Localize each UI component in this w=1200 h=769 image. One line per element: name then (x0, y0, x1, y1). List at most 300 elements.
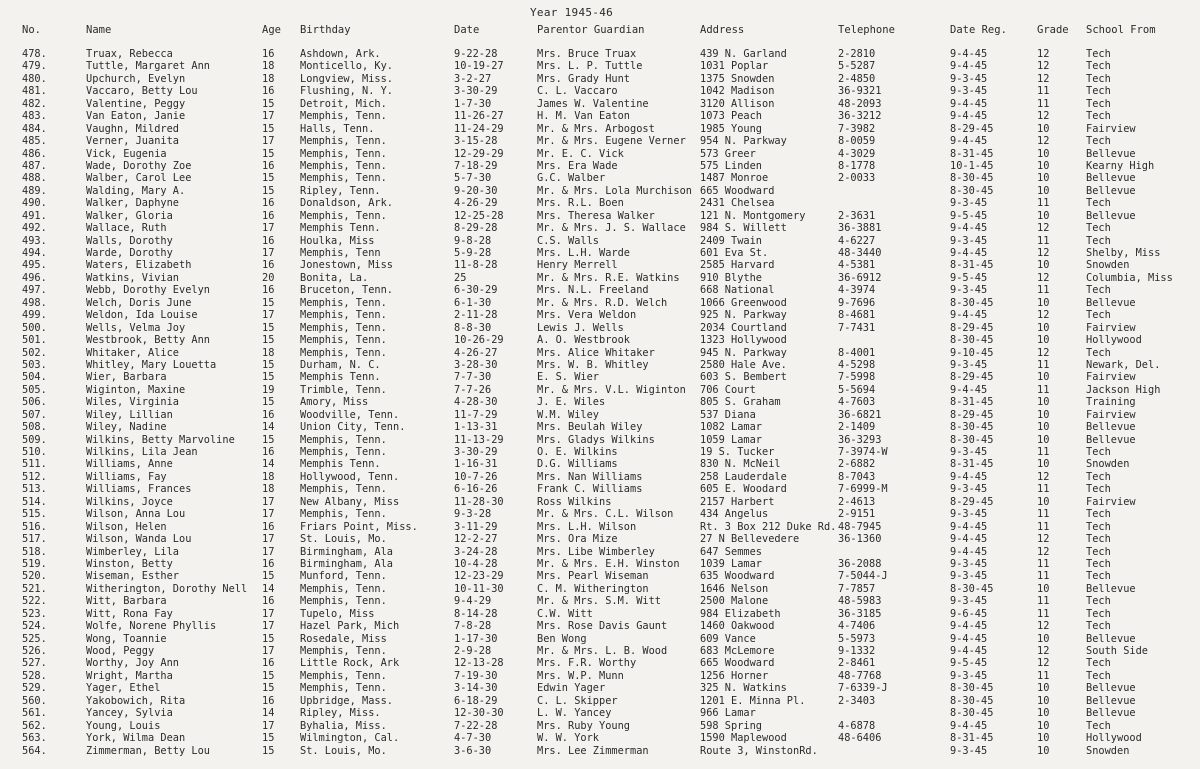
column-headers (0, 24, 1200, 38)
cell-school: Tech (1086, 533, 1111, 546)
cell-grade: 10 (1037, 147, 1050, 160)
cell-date: 8-14-28 (454, 607, 498, 620)
cell-age: 15 (262, 682, 275, 695)
cell-address: 3120 Allison (700, 97, 775, 110)
table-row (0, 620, 1200, 632)
cell-date-reg: 9-4-45 (950, 247, 988, 259)
cell-no: 523. (22, 607, 47, 620)
cell-parent: Mr. & Mrs. C.L. Wilson (537, 508, 674, 521)
cell-school: Tech (1086, 48, 1111, 60)
table-row (0, 284, 1200, 296)
table-row (0, 210, 1200, 222)
header-parent: Parentor Guardian (537, 24, 645, 36)
cell-telephone: 2-8461 (838, 657, 876, 670)
cell-parent: Henry Merrell (537, 259, 618, 272)
cell-grade: 12 (1037, 545, 1050, 558)
cell-date-reg: 8-30-45 (950, 694, 994, 707)
cell-address: 1323 Hollywood (700, 334, 787, 347)
cell-date: 1-17-30 (454, 632, 498, 645)
cell-name: Wiley, Nadine (86, 421, 167, 434)
cell-parent: Mrs. L. P. Tuttle (537, 60, 643, 73)
cell-school: Bellevue (1086, 694, 1136, 707)
cell-date: 7-18-29 (454, 159, 498, 172)
cell-date: 8-29-28 (454, 222, 498, 235)
cell-date: 6-18-29 (454, 694, 498, 707)
cell-name: Williams, Anne (86, 458, 173, 471)
cell-grade: 12 (1037, 470, 1050, 483)
cell-address: 1590 Maplewood (700, 732, 787, 745)
cell-telephone: 36-3212 (838, 110, 882, 123)
cell-date: 3-11-29 (454, 520, 498, 533)
cell-date: 3-28-30 (454, 358, 498, 371)
cell-school: Tech (1086, 557, 1111, 570)
table-row (0, 421, 1200, 433)
cell-grade: 10 (1037, 184, 1050, 197)
cell-grade: 10 (1037, 159, 1050, 172)
cell-date: 12-25-28 (454, 209, 504, 222)
cell-parent: D.G. Williams (537, 458, 618, 471)
table-row (0, 160, 1200, 172)
cell-parent: Mrs. Era Wade (537, 159, 618, 172)
cell-date-reg: 9-4-45 (950, 135, 988, 148)
table-row (0, 135, 1200, 147)
cell-telephone: 36-1360 (838, 533, 882, 546)
table-row (0, 496, 1200, 508)
cell-date-reg: 8-30-45 (950, 184, 994, 197)
cell-parent: Mr. & Mrs. Arbogost (537, 122, 655, 135)
cell-age: 17 (262, 545, 275, 558)
cell-date: 5-7-30 (454, 172, 492, 185)
cell-address: 2585 Harvard (700, 259, 775, 272)
cell-address: 121 N. Montgomery (700, 209, 806, 222)
header-school: School From (1086, 24, 1156, 36)
cell-date: 1-13-31 (454, 421, 498, 434)
cell-name: Wilson, Wanda Lou (86, 533, 192, 546)
cell-date: 2-11-28 (454, 309, 498, 322)
cell-parent: Mr. & Mrs. V.L. Wiginton (537, 383, 686, 396)
cell-grade: 11 (1037, 358, 1050, 371)
cell-telephone: 5-5694 (838, 383, 876, 396)
cell-age: 18 (262, 470, 275, 483)
registry-table (0, 48, 1200, 757)
cell-address: 2500 Malone (700, 595, 769, 608)
cell-address: 1460 Oakwood (700, 620, 775, 633)
cell-name: Zimmerman, Betty Lou (86, 744, 210, 757)
cell-no: 516. (22, 520, 47, 533)
cell-age: 16 (262, 284, 275, 297)
table-row (0, 259, 1200, 271)
cell-grade: 11 (1037, 508, 1050, 521)
cell-date-reg: 8-30-45 (950, 334, 994, 347)
cell-telephone: 7-3974-W (838, 446, 888, 458)
cell-telephone: 36-6821 (838, 408, 882, 421)
cell-parent: Mr. & Mrs. J. S. Wallace (537, 222, 686, 235)
cell-no: 564. (22, 744, 47, 757)
cell-date-reg: 8-30-45 (950, 433, 994, 446)
cell-address: 1073 Peach (700, 110, 762, 123)
cell-telephone: 5-5973 (838, 632, 876, 645)
cell-telephone: 2-2810 (838, 48, 876, 60)
cell-address: 605 E. Woodard (700, 483, 787, 496)
cell-birthday: Memphis, Tenn (300, 247, 381, 259)
cell-no: 503. (22, 358, 47, 371)
header-address: Address (700, 24, 745, 36)
cell-parent: Mrs. Ora Mize (537, 533, 618, 546)
cell-date-reg: 9-4-45 (950, 645, 988, 657)
cell-no: 522. (22, 595, 47, 608)
cell-telephone: 7-5998 (838, 371, 876, 384)
cell-parent: Mr. & Mrs. S.M. Witt (537, 595, 661, 608)
cell-name: Vaccaro, Betty Lou (86, 85, 198, 98)
cell-grade: 10 (1037, 744, 1050, 757)
cell-date-reg: 8-30-45 (950, 707, 994, 720)
cell-birthday: Memphis, Tenn. (300, 209, 387, 222)
cell-parent: A. O. Westbrook (537, 334, 630, 347)
cell-date-reg: 9-3-45 (950, 483, 988, 496)
cell-birthday: Memphis, Tenn. (300, 446, 387, 458)
cell-name: Wilkins, Joyce (86, 495, 173, 508)
cell-birthday: Donaldson, Ark. (300, 197, 393, 210)
cell-date-reg: 9-3-45 (950, 669, 988, 682)
cell-parent: Mrs. R.L. Boen (537, 197, 624, 210)
cell-date: 3-14-30 (454, 682, 498, 695)
cell-date: 10-7-26 (454, 470, 498, 483)
cell-no: 563. (22, 732, 47, 745)
cell-parent: G.C. Walber (537, 172, 606, 185)
cell-address: 665 Woodward (700, 657, 775, 670)
cell-name: Yakobowich, Rita (86, 694, 186, 707)
cell-school: Snowden (1086, 458, 1130, 471)
cell-parent: W. W. York (537, 732, 599, 745)
cell-school: Tech (1086, 446, 1111, 458)
cell-no: 519. (22, 557, 47, 570)
cell-age: 17 (262, 719, 275, 732)
cell-parent: Mr. E. C. Vick (537, 147, 624, 160)
cell-address: 439 N. Garland (700, 48, 787, 60)
table-row (0, 235, 1200, 247)
cell-no: 500. (22, 321, 47, 334)
cell-age: 15 (262, 632, 275, 645)
cell-telephone: 7-7431 (838, 321, 876, 334)
cell-parent: H. M. Van Eaton (537, 110, 630, 123)
cell-birthday: Memphis, Tenn. (300, 595, 387, 608)
cell-date-reg: 8-29-45 (950, 321, 994, 334)
cell-no: 496. (22, 271, 47, 284)
cell-age: 16 (262, 694, 275, 707)
cell-parent: Mrs. Rose Davis Gaunt (537, 620, 668, 633)
cell-date-reg: 9-4-45 (950, 620, 988, 633)
cell-no: 489. (22, 184, 47, 197)
table-row (0, 110, 1200, 122)
cell-no: 487. (22, 159, 47, 172)
cell-date-reg: 9-4-45 (950, 383, 988, 396)
cell-birthday: Memphis, Tenn. (300, 296, 387, 309)
cell-no: 518. (22, 545, 47, 558)
cell-parent: L. W. Yancey (537, 707, 612, 720)
cell-date-reg: 8-31-45 (950, 147, 994, 160)
cell-birthday: Memphis, Tenn. (300, 346, 387, 359)
cell-birthday: Wilmington, Cal. (300, 732, 400, 745)
cell-parent: Mr. & Mrs. R.E. Watkins (537, 271, 680, 284)
cell-date-reg: 9-3-45 (950, 85, 988, 98)
cell-age: 16 (262, 557, 275, 570)
cell-name: Wilson, Helen (86, 520, 167, 533)
cell-name: Wilson, Anna Lou (86, 508, 186, 521)
cell-name: Williams, Frances (86, 483, 192, 496)
cell-birthday: Friars Point, Miss. (300, 520, 418, 533)
table-row (0, 197, 1200, 209)
cell-address: 984 Elizabeth (700, 607, 781, 620)
cell-age: 15 (262, 334, 275, 347)
cell-date-reg: 9-4-45 (950, 533, 988, 546)
cell-school: Bellevue (1086, 707, 1136, 720)
cell-telephone: 36-9321 (838, 85, 882, 98)
cell-parent: Edwin Yager (537, 682, 606, 695)
cell-age: 16 (262, 657, 275, 670)
cell-date: 7-22-28 (454, 719, 498, 732)
cell-telephone: 36-3881 (838, 222, 882, 235)
cell-school: Tech (1086, 110, 1111, 123)
cell-no: 507. (22, 408, 47, 421)
table-row (0, 185, 1200, 197)
cell-name: Webb, Dorothy Evelyn (86, 284, 210, 297)
cell-school: Tech (1086, 719, 1111, 732)
cell-grade: 11 (1037, 284, 1050, 297)
cell-date: 1-16-31 (454, 458, 498, 471)
cell-date-reg: 9-4-45 (950, 719, 988, 732)
cell-school: Bellevue (1086, 433, 1136, 446)
cell-no: 514. (22, 495, 47, 508)
cell-grade: 10 (1037, 396, 1050, 409)
cell-date-reg: 8-29-45 (950, 495, 994, 508)
cell-no: 488. (22, 172, 47, 185)
cell-parent: Ross Wilkins (537, 495, 612, 508)
cell-grade: 12 (1037, 110, 1050, 123)
table-row (0, 322, 1200, 334)
cell-name: Wiginton, Maxine (86, 383, 186, 396)
cell-grade: 10 (1037, 582, 1050, 595)
cell-no: 486. (22, 147, 47, 160)
cell-date-reg: 8-29-45 (950, 371, 994, 384)
cell-name: Wier, Barbara (86, 371, 167, 384)
cell-grade: 10 (1037, 433, 1050, 446)
cell-no: 482. (22, 97, 47, 110)
cell-date-reg: 9-4-45 (950, 222, 988, 235)
cell-date: 3-30-29 (454, 85, 498, 98)
cell-date: 9-8-28 (454, 234, 492, 247)
cell-name: Witt, Rona Fay (86, 607, 173, 620)
cell-school: Bellevue (1086, 296, 1136, 309)
cell-grade: 11 (1037, 234, 1050, 247)
cell-grade: 11 (1037, 483, 1050, 496)
cell-address: 1066 Greenwood (700, 296, 787, 309)
cell-age: 15 (262, 669, 275, 682)
cell-telephone: 8-0059 (838, 135, 876, 148)
cell-address: 805 S. Graham (700, 396, 781, 409)
cell-name: Westbrook, Betty Ann (86, 334, 210, 347)
cell-name: Truax, Rebecca (86, 48, 173, 60)
cell-parent: Mrs. Pearl Wiseman (537, 570, 649, 583)
cell-age: 14 (262, 582, 275, 595)
cell-grade: 12 (1037, 135, 1050, 148)
cell-address: 954 N. Parkway (700, 135, 787, 148)
cell-birthday: Bonita, La. (300, 271, 369, 284)
cell-telephone: 4-7603 (838, 396, 876, 409)
cell-no: 490. (22, 197, 47, 210)
cell-age: 17 (262, 508, 275, 521)
cell-name: Valentine, Peggy (86, 97, 186, 110)
cell-name: York, Wilma Dean (86, 732, 186, 745)
cell-grade: 12 (1037, 346, 1050, 359)
cell-age: 17 (262, 645, 275, 657)
cell-date: 11-7-29 (454, 408, 498, 421)
cell-birthday: Amory, Miss (300, 396, 369, 409)
cell-grade: 12 (1037, 309, 1050, 322)
cell-school: Bellevue (1086, 184, 1136, 197)
cell-no: 497. (22, 284, 47, 297)
cell-date-reg: 9-3-45 (950, 508, 988, 521)
cell-address: 573 Greer (700, 147, 756, 160)
cell-school: Bellevue (1086, 172, 1136, 185)
cell-parent: O. E. Wilkins (537, 446, 618, 458)
cell-name: Wood, Peggy (86, 645, 155, 657)
cell-grade: 12 (1037, 533, 1050, 546)
cell-date: 11-13-29 (454, 433, 504, 446)
cell-school: Fairview (1086, 495, 1136, 508)
cell-no: 528. (22, 669, 47, 682)
cell-school: Tech (1086, 607, 1111, 620)
cell-no: 511. (22, 458, 47, 471)
cell-grade: 10 (1037, 732, 1050, 745)
table-row (0, 334, 1200, 346)
cell-date: 10-26-29 (454, 334, 504, 347)
cell-telephone: 7-3982 (838, 122, 876, 135)
cell-age: 14 (262, 707, 275, 720)
cell-name: Wiley, Lillian (86, 408, 173, 421)
cell-age: 15 (262, 147, 275, 160)
cell-school: Columbia, Miss (1086, 271, 1173, 284)
cell-grade: 12 (1037, 620, 1050, 633)
cell-no: 521. (22, 582, 47, 595)
cell-name: Weldon, Ida Louise (86, 309, 198, 322)
cell-address: 575 Linden (700, 159, 762, 172)
cell-school: Fairview (1086, 122, 1136, 135)
cell-address: 1985 Young (700, 122, 762, 135)
cell-age: 15 (262, 358, 275, 371)
cell-age: 17 (262, 247, 275, 259)
cell-age: 15 (262, 433, 275, 446)
cell-birthday: Little Rock, Ark (300, 657, 400, 670)
cell-date-reg: 10-1-45 (950, 159, 994, 172)
cell-no: 502. (22, 346, 47, 359)
cell-address: 27 N Bellevedere (700, 533, 800, 546)
cell-no: 481. (22, 85, 47, 98)
cell-name: Waters, Elizabeth (86, 259, 192, 272)
cell-parent: Mr. & Mrs. Eugene Verner (537, 135, 686, 148)
cell-school: Fairview (1086, 408, 1136, 421)
cell-school: Fairview (1086, 371, 1136, 384)
cell-date-reg: 8-31-45 (950, 259, 994, 272)
table-row (0, 682, 1200, 694)
cell-school: Tech (1086, 284, 1111, 297)
cell-date: 6-30-29 (454, 284, 498, 297)
cell-age: 16 (262, 520, 275, 533)
cell-name: Walding, Mary A. (86, 184, 186, 197)
cell-age: 15 (262, 296, 275, 309)
cell-grade: 11 (1037, 595, 1050, 608)
cell-no: 529. (22, 682, 47, 695)
cell-name: Worthy, Joy Ann (86, 657, 179, 670)
cell-birthday: Memphis Tenn. (300, 222, 381, 235)
cell-name: Wiseman, Esther (86, 570, 179, 583)
cell-name: Walls, Dorothy (86, 234, 173, 247)
cell-grade: 12 (1037, 247, 1050, 259)
cell-date-reg: 9-4-45 (950, 520, 988, 533)
cell-date-reg: 8-31-45 (950, 396, 994, 409)
table-row (0, 73, 1200, 85)
cell-address: 945 N. Parkway (700, 346, 787, 359)
cell-telephone: 7-5044-J (838, 570, 888, 583)
cell-address: 1039 Lamar (700, 557, 762, 570)
table-row (0, 384, 1200, 396)
cell-no: 480. (22, 72, 47, 85)
cell-birthday: Longview, Miss. (300, 72, 393, 85)
cell-birthday: Memphis, Tenn. (300, 172, 387, 185)
cell-date-reg: 9-3-45 (950, 570, 988, 583)
cell-date: 12-23-29 (454, 570, 504, 583)
cell-date: 4-7-30 (454, 732, 492, 745)
cell-address: 1646 Nelson (700, 582, 769, 595)
cell-age: 17 (262, 620, 275, 633)
cell-telephone: 4-7406 (838, 620, 876, 633)
cell-no: 561. (22, 707, 47, 720)
cell-date-reg: 9-3-45 (950, 358, 988, 371)
cell-grade: 11 (1037, 557, 1050, 570)
cell-date: 10-4-28 (454, 557, 498, 570)
cell-school: Tech (1086, 346, 1111, 359)
cell-parent: Mrs. Nan Williams (537, 470, 643, 483)
cell-no: 499. (22, 309, 47, 322)
cell-telephone: 2-3403 (838, 694, 876, 707)
table-row (0, 745, 1200, 757)
cell-age: 20 (262, 271, 275, 284)
cell-telephone: 48-7768 (838, 669, 882, 682)
cell-address: 647 Semmes (700, 545, 762, 558)
year-title: Year 1945-46 (530, 6, 614, 19)
cell-address: Rt. 3 Box 212 Duke Rd. (700, 520, 837, 533)
table-row (0, 148, 1200, 160)
cell-name: Warde, Dorothy (86, 247, 173, 259)
cell-birthday: Trimble, Tenn. (300, 383, 387, 396)
cell-date: 9-4-29 (454, 595, 492, 608)
cell-address: 537 Diana (700, 408, 756, 421)
cell-age: 18 (262, 72, 275, 85)
cell-age: 15 (262, 321, 275, 334)
cell-date-reg: 9-3-45 (950, 197, 988, 210)
cell-no: 506. (22, 396, 47, 409)
cell-parent: Mrs. Libe Wimberley (537, 545, 655, 558)
cell-telephone: 2-1409 (838, 421, 876, 434)
cell-age: 15 (262, 732, 275, 745)
cell-school: Hollywood (1086, 334, 1142, 347)
cell-parent: Mrs. Alice Whitaker (537, 346, 655, 359)
cell-date: 10-19-27 (454, 60, 504, 73)
cell-name: Young, Louis (86, 719, 161, 732)
cell-school: Snowden (1086, 259, 1130, 272)
cell-no: 492. (22, 222, 47, 235)
cell-name: Wade, Dorothy Zoe (86, 159, 192, 172)
table-row (0, 595, 1200, 607)
